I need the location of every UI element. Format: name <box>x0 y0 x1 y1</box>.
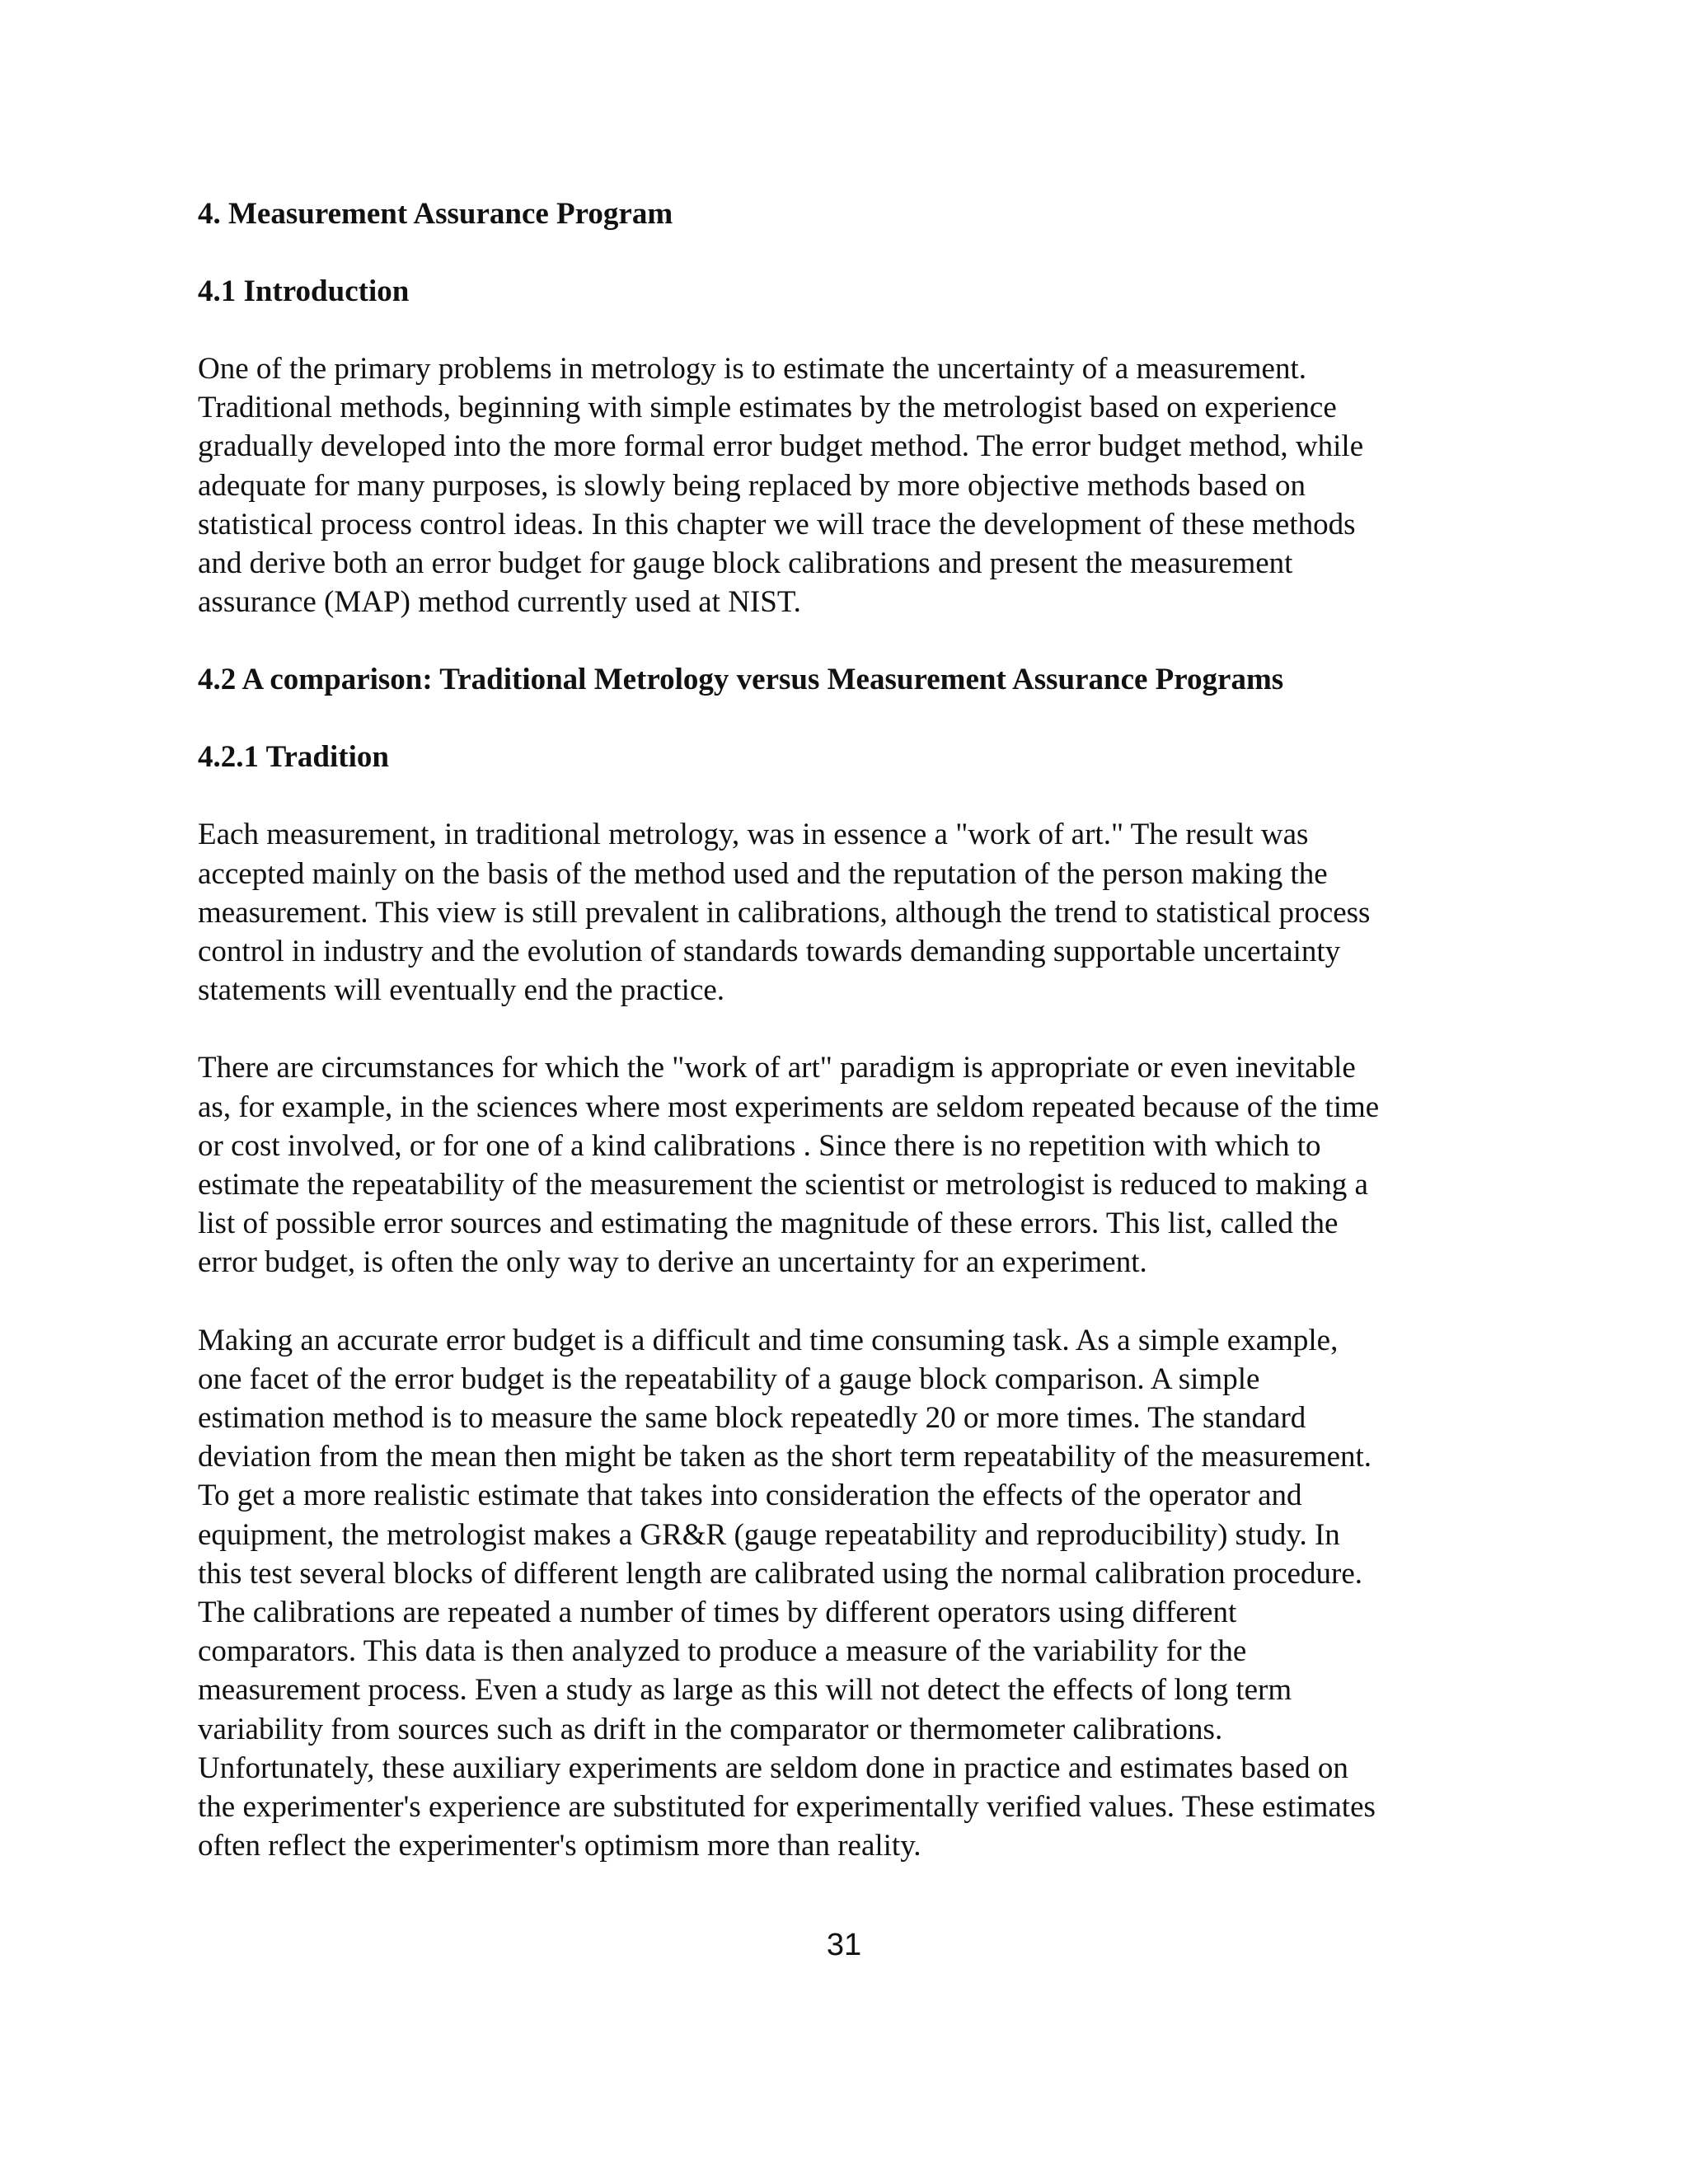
paragraph-line: assurance (MAP) method currently used at NIST. <box>198 585 801 620</box>
subsection-heading-tradition: 4.2.1 Tradition <box>198 740 389 775</box>
paragraph-line: this test several blocks of different length are calibrated using the normal calibration procedure. <box>198 1556 1363 1591</box>
paragraph-line: as, for example, in the sciences where most experiments are seldom repeated because of the time <box>198 1090 1380 1124</box>
paragraph-line: equipment, the metrologist makes a GR&R (gauge repeatability and reproducibility) study. In <box>198 1517 1340 1552</box>
paragraph-line: often reflect the experimenter's optimism more than reality. <box>198 1829 921 1863</box>
section-heading-introduction: 4.1 Introduction <box>198 274 410 308</box>
paragraph-line: adequate for many purposes, is slowly being replaced by more objective methods based on <box>198 468 1306 503</box>
section-heading-comparison: 4.2 A comparison: Traditional Metrology versus Measurement Assurance Programs <box>198 663 1284 697</box>
paragraph-line: list of possible error sources and estimating the magnitude of these errors. This list, called the <box>198 1207 1339 1241</box>
paragraph-line: Unfortunately, these auxiliary experiments are seldom done in practice and estimates based on <box>198 1750 1348 1785</box>
paragraph-line: estimate the repeatability of the measurement the scientist or metrologist is reduced to making a <box>198 1168 1368 1202</box>
paragraph-line: measurement process. Even a study as large as this will not detect the effects of long term <box>198 1673 1292 1708</box>
tradition-paragraph-1 <box>198 815 1500 1010</box>
paragraph-line: comparators. This data is then analyzed to produce a measure of the variability for the <box>198 1634 1247 1669</box>
paragraph-line: To get a more realistic estimate that takes into consideration the effects of the operator and <box>198 1479 1302 1513</box>
paragraph-line: accepted mainly on the basis of the method used and the reputation of the person making the <box>198 856 1328 891</box>
paragraph-line: control in industry and the evolution of standards towards demanding supportable uncertainty <box>198 935 1341 969</box>
chapter-heading: 4. Measurement Assurance Program <box>198 197 673 231</box>
paragraph-line: one facet of the error budget is the repeatability of a gauge block comparison. A simple <box>198 1361 1260 1396</box>
paragraph-line: Traditional methods, beginning with simple estimates by the metrologist based on experience <box>198 391 1337 425</box>
paragraph-line: gradually developed into the more formal error budget method. The error budget method, while <box>198 429 1364 464</box>
paragraph-line: variability from sources such as drift in the comparator or thermometer calibrations. <box>198 1712 1223 1746</box>
introduction-paragraph <box>198 349 1500 621</box>
paragraph-line: One of the primary problems in metrology is to estimate the uncertainty of a measurement. <box>198 352 1306 386</box>
paragraph-line: and derive both an error budget for gauge block calibrations and present the measurement <box>198 546 1293 581</box>
page-content <box>198 194 1500 1866</box>
paragraph-line: statements will eventually end the practice. <box>198 973 725 1008</box>
paragraph-line: deviation from the mean then might be taken as the short term repeatability of the measurement. <box>198 1440 1372 1474</box>
tradition-paragraph-3 <box>198 1321 1500 1866</box>
page-number: 31 <box>826 1928 862 1962</box>
paragraph-line: statistical process control ideas. In this chapter we will trace the development of these methods <box>198 507 1356 541</box>
paragraph-line: measurement. This view is still prevalent in calibrations, although the trend to statistical process <box>198 895 1371 930</box>
paragraph-line: error budget, is often the only way to derive an uncertainty for an experiment. <box>198 1245 1147 1280</box>
paragraph-line: Making an accurate error budget is a difficult and time consuming task. As a simple example, <box>198 1323 1339 1357</box>
paragraph-line: the experimenter's experience are substituted for experimentally verified values. These estimates <box>198 1790 1376 1825</box>
tradition-paragraph-2 <box>198 1048 1500 1282</box>
paragraph-line: There are circumstances for which the "work of art" paradigm is appropriate or even inevitable <box>198 1051 1356 1085</box>
paragraph-line: estimation method is to measure the same block repeatedly 20 or more times. The standard <box>198 1401 1306 1436</box>
paragraph-line: Each measurement, in traditional metrology, was in essence a "work of art." The result was <box>198 818 1309 852</box>
paragraph-line: The calibrations are repeated a number of times by different operators using different <box>198 1596 1237 1630</box>
paragraph-line: or cost involved, or for one of a kind calibrations . Since there is no repetition with which to <box>198 1128 1321 1163</box>
